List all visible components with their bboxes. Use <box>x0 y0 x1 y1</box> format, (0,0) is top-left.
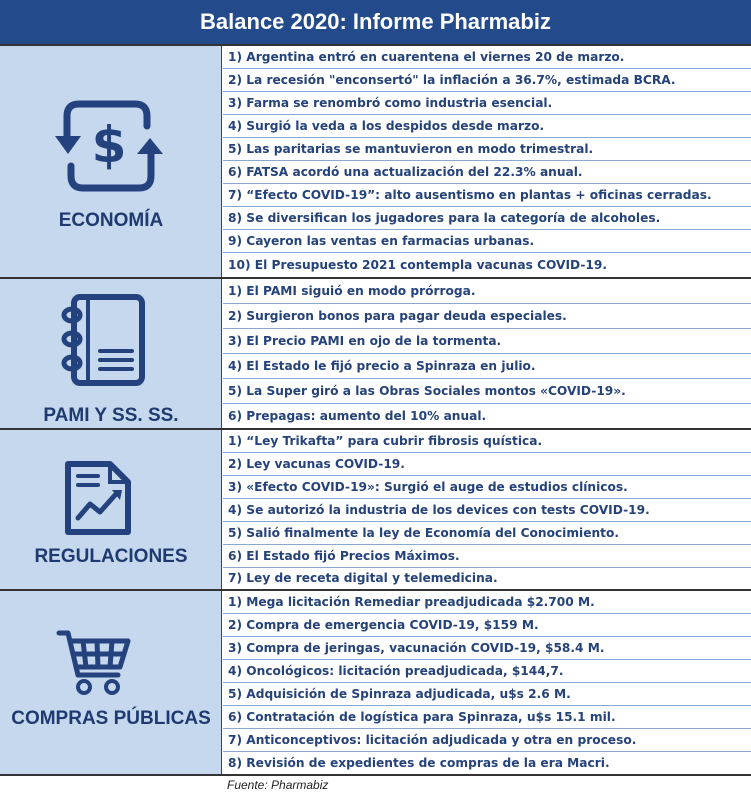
item-list <box>223 279 751 428</box>
list-item: 4) Se autorizó la industria de los devices con tests COVID-19. <box>223 499 751 522</box>
item-list <box>223 46 751 277</box>
list-item: 6) Prepagas: aumento del 10% anual. <box>228 409 487 423</box>
section-economia <box>0 44 751 277</box>
list-item: 4) El Estado le fijó precio a Spinraza en julio. <box>223 354 751 379</box>
list-item: 5) Salió finalmente la ley de Economía del Conocimiento. <box>223 522 751 545</box>
list-item: 4) Oncológicos: licitación preadjudicada, $144,7. <box>223 660 751 683</box>
list-item: 7) Ley de receta digital y telemedicina. <box>228 571 498 585</box>
list-item: 5) Las paritarias se mantuvieron en modo trimestral. <box>223 138 751 161</box>
list-item: 5) La Super giró a las Obras Sociales montos «COVID-19». <box>223 379 751 404</box>
list-item: 2) Surgieron bonos para pagar deuda especiales. <box>223 304 751 329</box>
list-item: 3) El Precio PAMI en ojo de la tormenta. <box>223 329 751 354</box>
list-item: 1) Mega licitación Remediar preadjudicada $2.700 M. <box>223 591 751 614</box>
list-item: 5) Adquisición de Spinraza adjudicada, u$s 2.6 M. <box>223 683 751 706</box>
list-item: 3) Compra de jeringas, vacunación COVID-19, $58.4 M. <box>223 637 751 660</box>
section-label-panel <box>0 279 222 428</box>
table-bottom-border <box>0 774 751 776</box>
list-item: 4) Surgió la veda a los despidos desde marzo. <box>223 115 751 138</box>
list-item: 3) Farma se renombró como industria esencial. <box>223 92 751 115</box>
list-item: 7) “Efecto COVID-19”: alto ausentismo en plantas + oficinas cerradas. <box>223 184 751 207</box>
list-item: 1) Argentina entró en cuarentena el viernes 20 de marzo. <box>223 46 751 69</box>
notebook-icon <box>60 293 152 393</box>
list-item: 8) Revisión de expedientes de compras de la era Macri. <box>228 756 610 770</box>
list-item: 1) “Ley Trikafta” para cubrir fibrosis quística. <box>223 430 751 453</box>
list-item: 2) Compra de emergencia COVID-19, $159 M. <box>223 614 751 637</box>
section-compras <box>0 589 751 774</box>
list-item: 8) Se diversifican los jugadores para la categoría de alcoholes. <box>223 207 751 230</box>
section-label: PAMI Y SS. SS. <box>43 405 179 426</box>
section-pami <box>0 277 751 428</box>
dollar-cycle-icon <box>51 96 167 200</box>
section-label: ECONOMÍA <box>58 210 164 231</box>
list-item: 9) Cayeron las ventas en farmacias urbanas. <box>223 230 751 253</box>
section-regulaciones <box>0 428 751 589</box>
list-item: 7) Anticonceptivos: licitación adjudicada y otra en proceso. <box>223 729 751 752</box>
svg-text:$: $ <box>91 116 127 174</box>
list-item: 2) La recesión "enconsertó" la inflación a 36.7%, estimada BCRA. <box>223 69 751 92</box>
section-label-panel <box>0 591 222 774</box>
section-label: REGULACIONES <box>34 546 188 567</box>
list-item: 3) «Efecto COVID-19»: Surgió el auge de estudios clínicos. <box>223 476 751 499</box>
item-list <box>223 591 751 774</box>
section-label-panel <box>0 46 222 277</box>
item-list <box>223 430 751 589</box>
document-chart-icon <box>64 460 132 540</box>
shopping-cart-icon <box>56 629 132 701</box>
page-title: Balance 2020: Informe Pharmabiz <box>0 0 751 44</box>
list-item: 6) Contratación de logística para Spinraza, u$s 15.1 mil. <box>223 706 751 729</box>
list-item: 6) El Estado fijó Precios Máximos. <box>223 545 751 568</box>
list-item: 1) El PAMI siguió en modo prórroga. <box>223 279 751 304</box>
list-item: 2) Ley vacunas COVID-19. <box>223 453 751 476</box>
section-label: COMPRAS PÚBLICAS <box>11 708 211 729</box>
section-label-panel <box>0 430 222 589</box>
source-caption: Fuente: Pharmabiz <box>227 778 329 792</box>
list-item: 10) El Presupuesto 2021 contempla vacunas COVID-19. <box>228 258 608 272</box>
list-item: 6) FATSA acordó una actualización del 22.3% anual. <box>223 161 751 184</box>
